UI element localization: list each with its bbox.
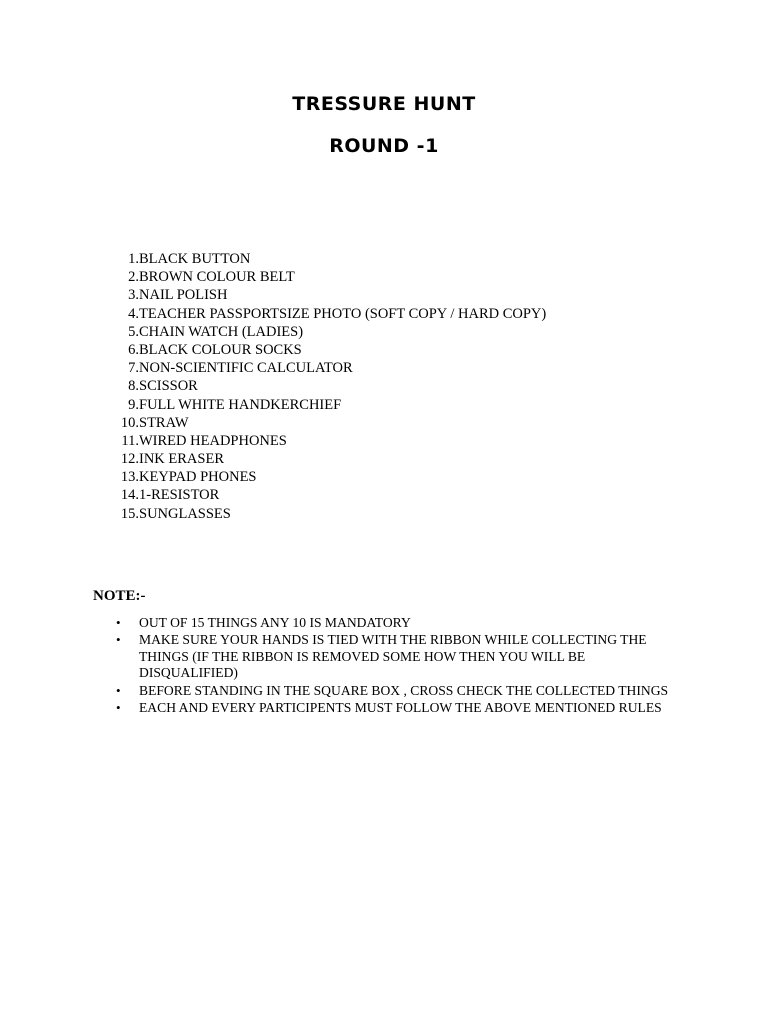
list-item — [100, 432, 287, 450]
list-item — [100, 486, 220, 504]
list-item — [100, 250, 251, 268]
list-item — [100, 377, 198, 395]
item-number: 15. — [120, 505, 139, 522]
item-text: INK ERASER — [139, 451, 224, 468]
item-number: 4. — [128, 305, 139, 322]
item-number: 13. — [120, 469, 139, 486]
item-text: KEYPAD PHONES — [139, 469, 257, 486]
item-number: 11. — [121, 432, 139, 449]
list-item — [100, 286, 228, 304]
list-item — [100, 268, 295, 286]
item-number: 8. — [128, 378, 139, 395]
item-text: BLACK BUTTON — [139, 251, 251, 267]
note-list — [112, 615, 682, 717]
list-item — [100, 450, 224, 468]
item-number: 6. — [128, 341, 139, 358]
note-item — [112, 615, 682, 632]
item-number: 12. — [120, 451, 139, 468]
list-item — [100, 341, 302, 359]
list-item — [100, 414, 189, 432]
list-item — [100, 396, 342, 414]
page-title: TRESSURE HUNT — [292, 93, 476, 115]
item-text: WIRED HEADPHONES — [139, 432, 287, 449]
bullet-icon: • — [116, 632, 121, 648]
note-text: MAKE SURE YOUR HANDS IS TIED WITH THE RIBBON WHILE COLLECTING THE THINGS (IF THE RIBBON IS REMOVED SOME HOW THEN YOU WILL BE DISQUALIFIED) — [139, 632, 647, 681]
note-heading: NOTE:- — [93, 588, 146, 604]
note-item — [112, 632, 682, 682]
item-list — [100, 250, 547, 523]
item-text: BROWN COLOUR BELT — [139, 269, 295, 286]
item-text: TEACHER PASSPORTSIZE PHOTO (SOFT COPY / HARD COPY) — [139, 305, 547, 322]
item-text: FULL WHITE HANDKERCHIEF — [139, 396, 342, 413]
item-number: 14. — [120, 487, 139, 504]
note-text: BEFORE STANDING IN THE SQUARE BOX , CROSS CHECK THE COLLECTED THINGS — [139, 682, 669, 698]
item-text: SCISSOR — [139, 378, 198, 395]
note-item — [112, 683, 682, 700]
note-item — [112, 700, 682, 717]
list-item — [100, 468, 257, 486]
item-number: 1. — [128, 251, 139, 267]
list-item — [100, 505, 231, 523]
item-number: 3. — [128, 287, 139, 304]
list-item — [100, 305, 547, 323]
note-text: OUT OF 15 THINGS ANY 10 IS MANDATORY — [139, 615, 411, 630]
item-text: CHAIN WATCH (LADIES) — [139, 323, 304, 340]
item-text: BLACK COLOUR SOCKS — [139, 341, 302, 358]
note-text: EACH AND EVERY PARTICIPENTS MUST FOLLOW THE ABOVE MENTIONED RULES — [139, 699, 662, 715]
item-text: 1-RESISTOR — [139, 487, 220, 504]
bullet-icon: • — [116, 682, 121, 698]
bullet-icon: • — [116, 699, 121, 715]
item-number: 7. — [128, 360, 139, 377]
item-text: STRAW — [139, 414, 189, 431]
item-text: NAIL POLISH — [139, 287, 228, 304]
bullet-icon: • — [116, 615, 121, 630]
item-text: NON-SCIENTIFIC CALCULATOR — [139, 360, 353, 377]
item-number: 5. — [128, 323, 139, 340]
item-number: 2. — [128, 269, 139, 286]
list-item — [100, 359, 353, 377]
list-item — [100, 323, 304, 341]
round-subtitle: ROUND -1 — [329, 135, 439, 157]
item-text: SUNGLASSES — [139, 505, 231, 522]
item-number: 10. — [120, 414, 139, 431]
item-number: 9. — [128, 396, 139, 413]
